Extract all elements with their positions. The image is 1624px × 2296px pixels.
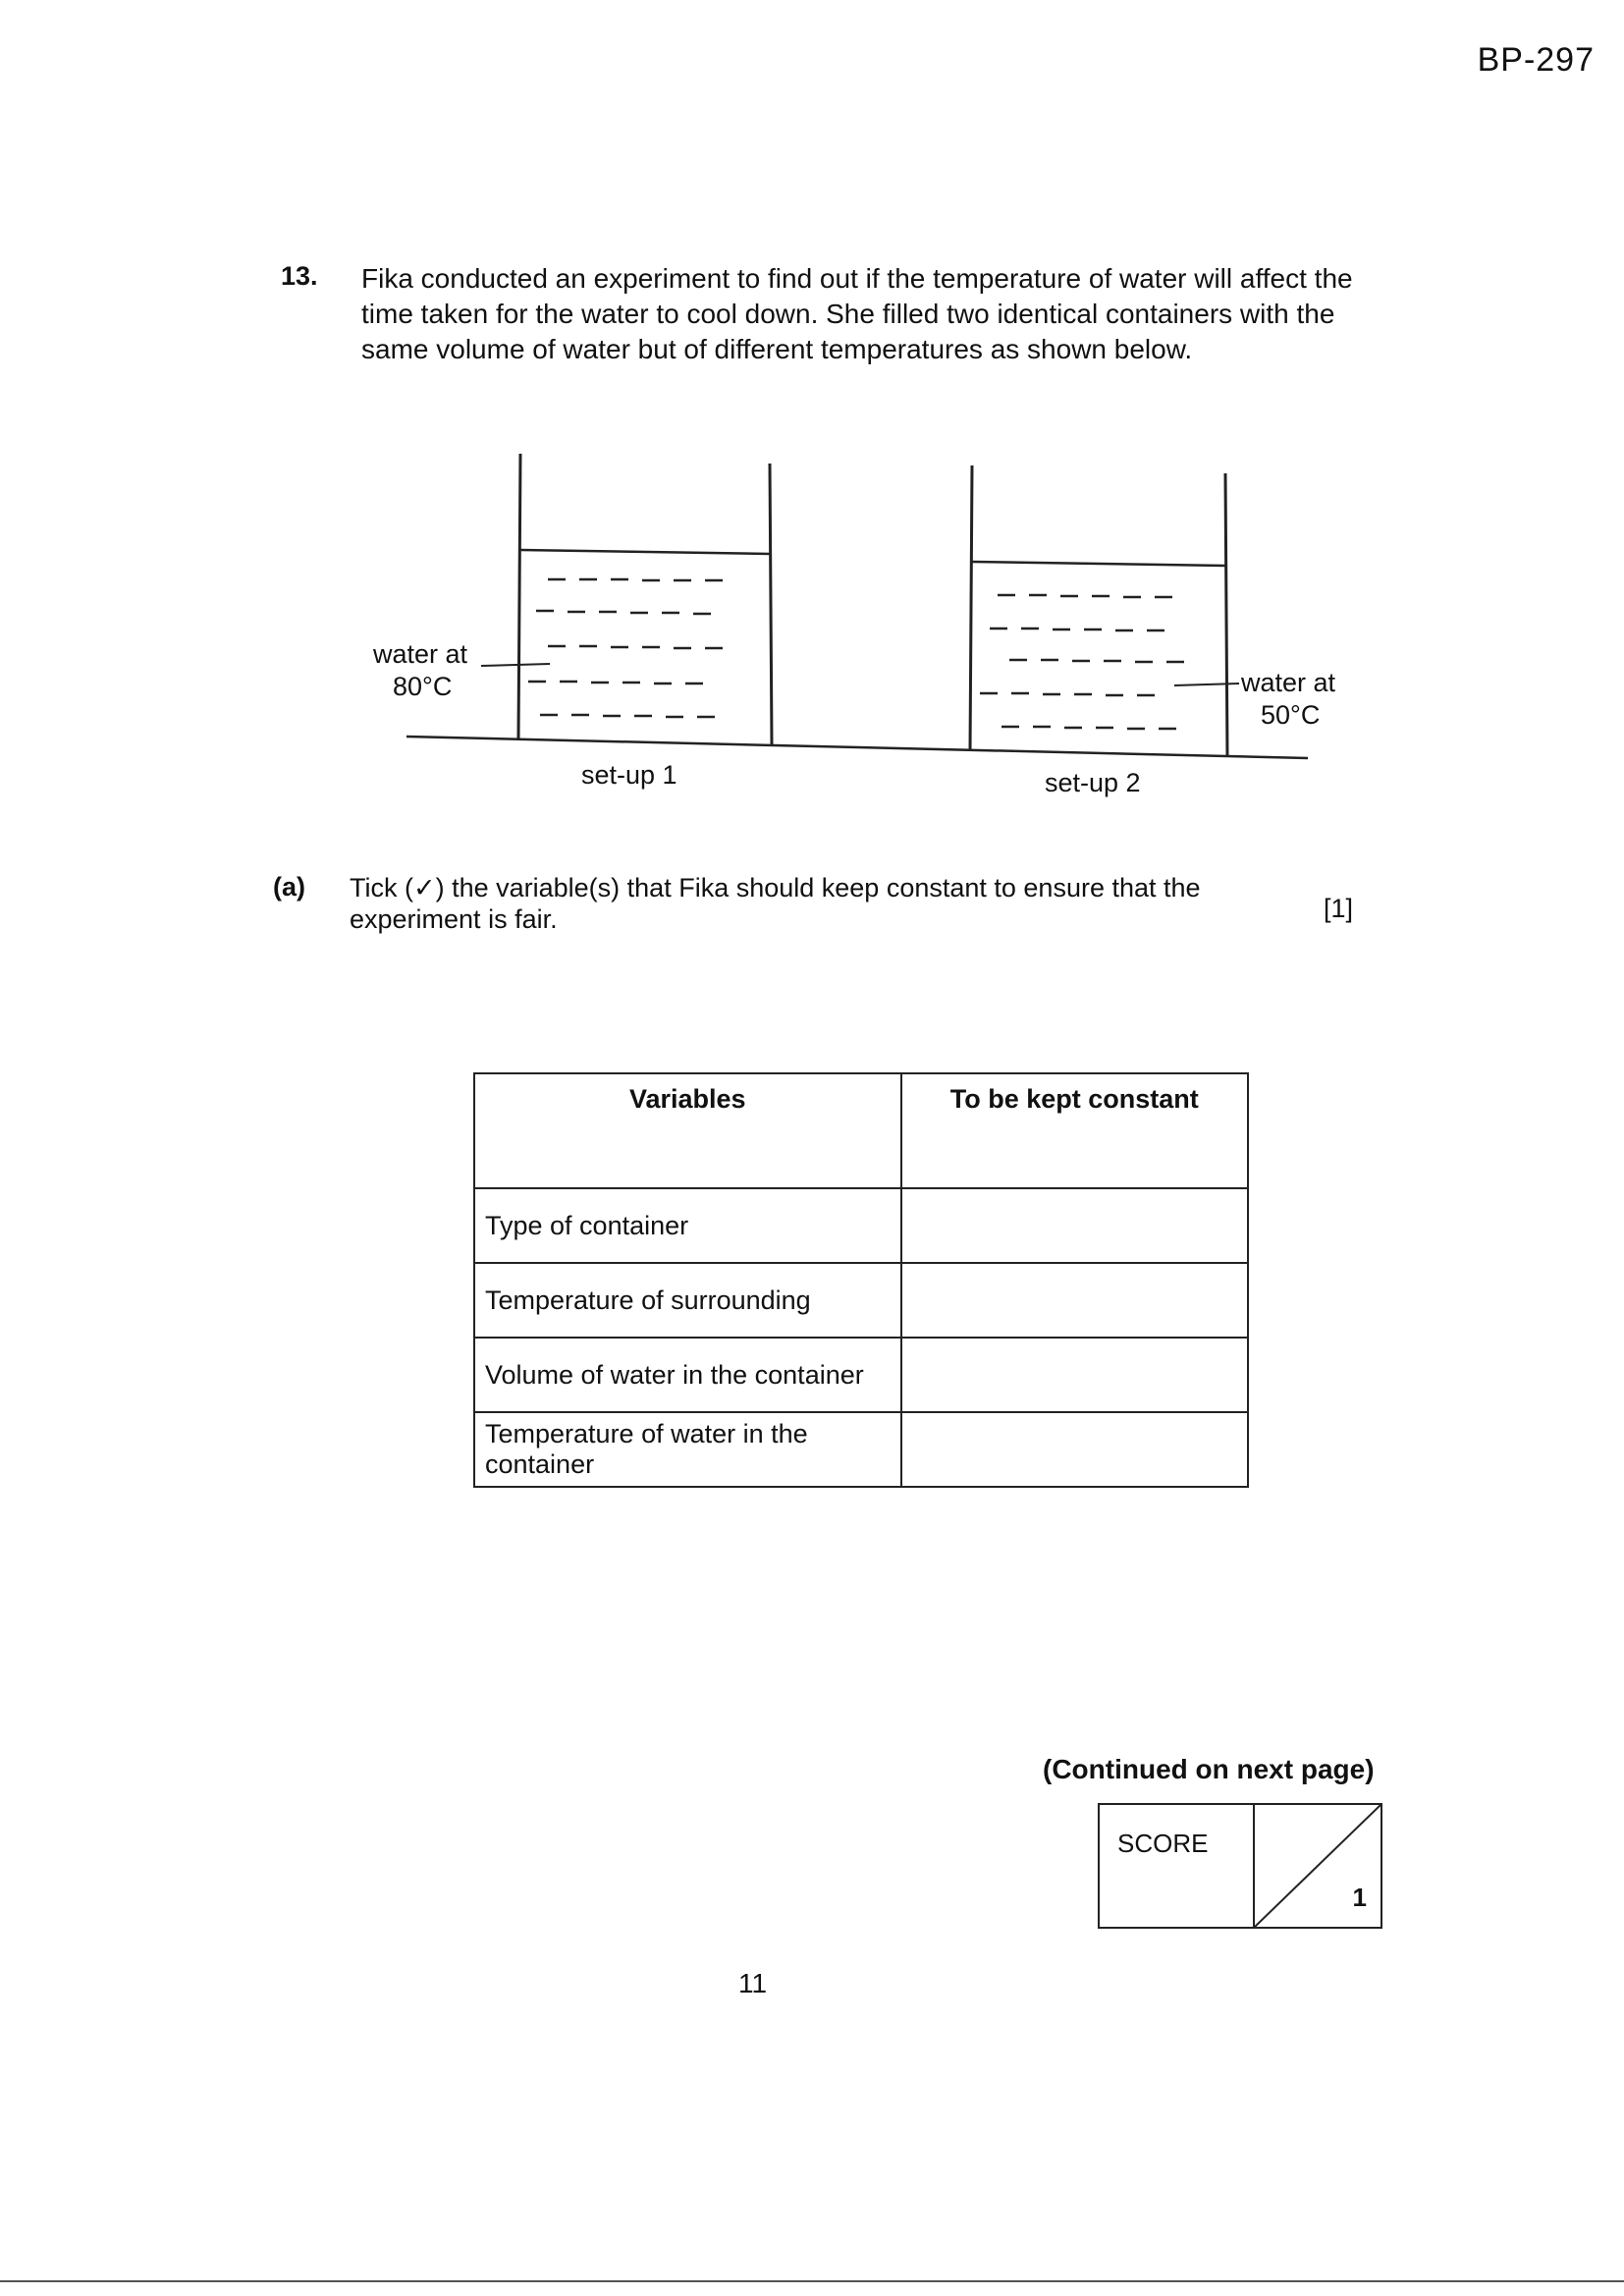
pointer-setup-1 bbox=[481, 664, 550, 666]
part-a-label: (a) bbox=[273, 872, 305, 902]
container-setup-2 bbox=[970, 465, 1239, 756]
water-surface-setup-1 bbox=[520, 550, 770, 554]
water-dashes-setup-2 bbox=[980, 595, 1184, 729]
variable-cell: Temperature of surrounding bbox=[474, 1263, 901, 1338]
table-row bbox=[474, 1412, 1248, 1487]
header-variables: Variables bbox=[474, 1073, 901, 1188]
part-a-marks: [1] bbox=[1324, 894, 1354, 923]
setup-1-label: set-up 1 bbox=[581, 760, 677, 790]
score-label-cell bbox=[1100, 1805, 1255, 1927]
document-code: BP-297 bbox=[1477, 41, 1595, 79]
ground-line bbox=[406, 737, 1308, 758]
page-number: 11 bbox=[738, 1968, 768, 1998]
water-label-setup-1-line2: 80°C bbox=[393, 672, 453, 701]
continued-note: (Continued on next page) bbox=[1043, 1754, 1375, 1784]
part-a-text: Tick (✓) the variable(s) that Fika should keep constant to ensure that the experiment is fair. bbox=[350, 873, 1201, 934]
pointer-setup-2 bbox=[1174, 683, 1239, 685]
table-row bbox=[474, 1263, 1248, 1338]
question-text: Fika conducted an experiment to find out if the temperature of water will affect the time taken for the water to cool down. She filled two identical containers with the same volume of water but of different temperatures as shown below. bbox=[361, 263, 1353, 364]
tick-cell[interactable] bbox=[901, 1263, 1248, 1338]
bottom-rule bbox=[0, 2280, 1624, 2282]
variables-table bbox=[473, 1072, 1249, 1488]
score-max: 1 bbox=[1352, 1883, 1367, 1912]
water-label-setup-2-line1: water at bbox=[1241, 668, 1335, 697]
tick-cell[interactable] bbox=[901, 1412, 1248, 1487]
setup-2-label: set-up 2 bbox=[1045, 768, 1141, 797]
header-kept-constant: To be kept constant bbox=[901, 1073, 1248, 1188]
experiment-diagram bbox=[373, 442, 1335, 825]
score-box bbox=[1098, 1803, 1382, 1929]
water-dashes-setup-1 bbox=[528, 579, 723, 717]
variable-cell: Temperature of water in the container bbox=[474, 1412, 901, 1487]
water-surface-setup-2 bbox=[972, 562, 1225, 566]
score-label: SCORE bbox=[1117, 1829, 1209, 1858]
water-label-setup-1-line1: water at bbox=[373, 639, 468, 669]
variable-cell: Volume of water in the container bbox=[474, 1338, 901, 1412]
table-row bbox=[474, 1188, 1248, 1263]
table-row bbox=[474, 1338, 1248, 1412]
tick-cell[interactable] bbox=[901, 1188, 1248, 1263]
tick-cell[interactable] bbox=[901, 1338, 1248, 1412]
variable-cell: Type of container bbox=[474, 1188, 901, 1263]
question-number: 13. bbox=[281, 261, 318, 291]
water-label-setup-2-line2: 50°C bbox=[1261, 700, 1321, 730]
container-setup-1 bbox=[481, 454, 772, 744]
